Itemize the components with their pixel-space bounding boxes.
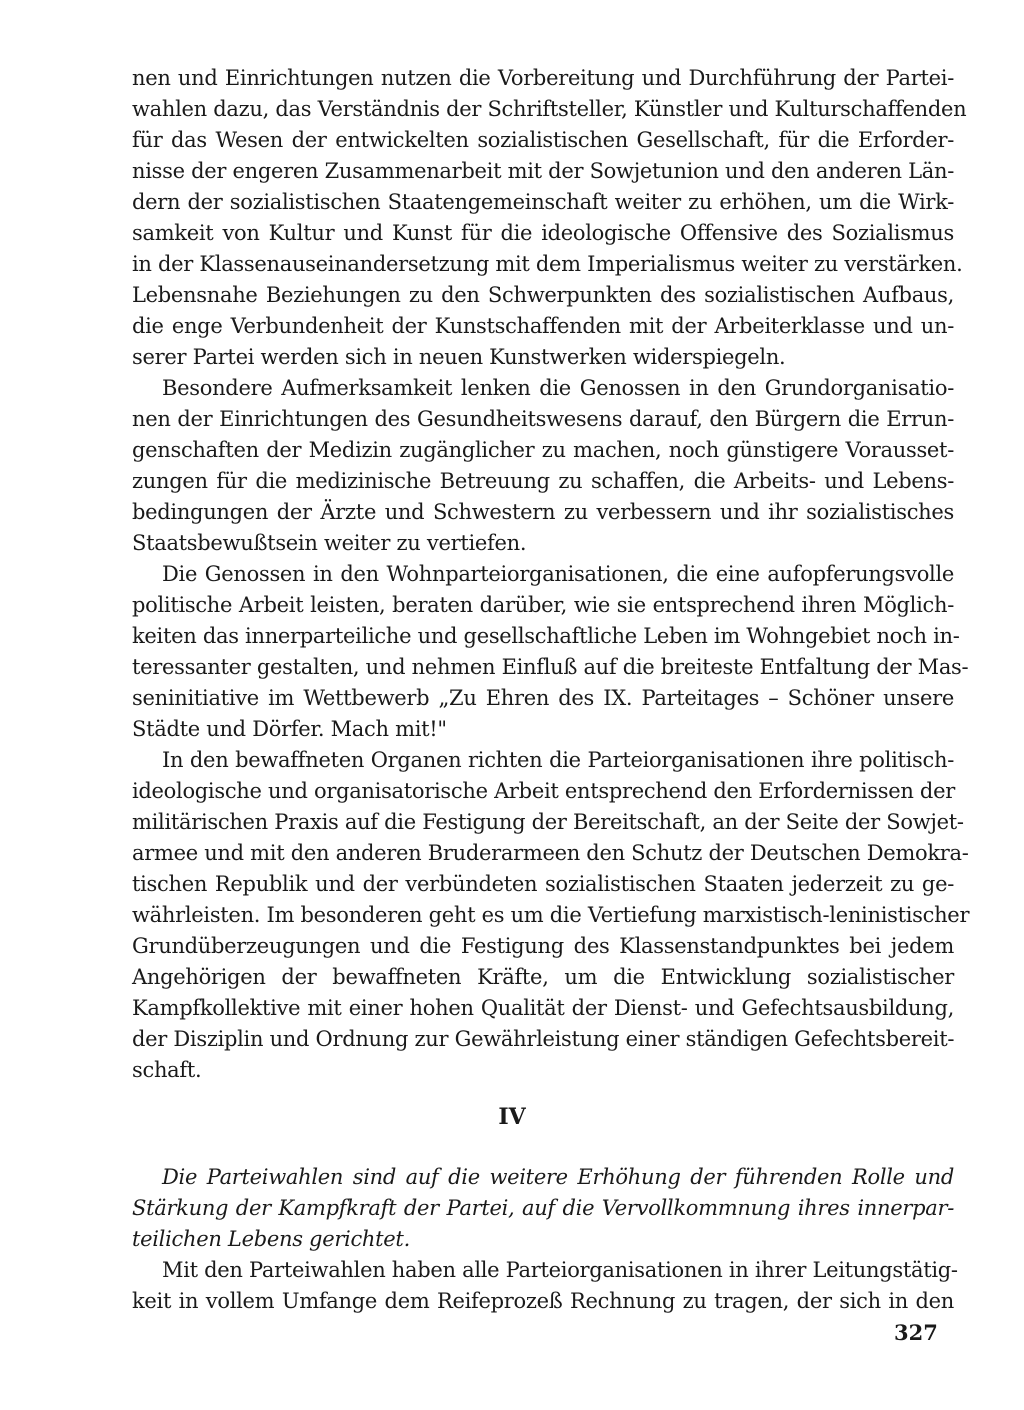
text-line: die enge Verbundenheit der Kunstschaffenden mit der Arbeiterklasse und un- <box>132 314 954 338</box>
text-line: keiten das innerparteiliche und gesellschaftliche Leben im Wohngebiet noch in- <box>132 624 960 648</box>
text-line: teressanter gestalten, und nehmen Einfluß auf die breiteste Entfaltung der Mas- <box>132 655 969 679</box>
section-heading: IV <box>498 1104 526 1130</box>
text-line: der Disziplin und Ordnung zur Gewährleistung einer ständigen Gefechtsbereit- <box>132 1027 955 1051</box>
text-line: genschaften der Medizin zugänglicher zu machen, noch günstigere Vorausset- <box>132 438 954 462</box>
text-line: Stärkung der Kampfkraft der Partei, auf die Vervollkommnung ihres innerpar- <box>132 1196 954 1220</box>
text-line: Städte und Dörfer. Mach mit!" <box>132 717 447 741</box>
text-line: Besondere Aufmerksamkeit lenken die Genossen in den Grundorganisatio- <box>162 376 954 400</box>
text-line: in der Klassenauseinandersetzung mit dem Imperialismus weiter zu verstärken. <box>132 252 963 276</box>
text-line: nen und Einrichtungen nutzen die Vorbereitung und Durchführung der Partei- <box>132 66 954 90</box>
text-line: keit in vollem Umfange dem Reifeprozeß Rechnung zu tragen, der sich in den <box>132 1289 954 1313</box>
text-line: ideologische und organisatorische Arbeit entsprechend den Erfordernissen der <box>132 779 955 803</box>
text-line: nen der Einrichtungen des Gesundheitswesens darauf, den Bürgern die Errun- <box>132 407 954 431</box>
text-line: Die Genossen in den Wohnparteiorganisationen, die eine aufopferungsvolle <box>162 562 954 586</box>
text-line: nisse der engeren Zusammenarbeit mit der Sowjetunion und den anderen Län- <box>132 159 954 183</box>
page-number: 327 <box>894 1320 938 1345</box>
text-line: für das Wesen der entwickelten sozialistischen Gesellschaft, für die Erforder- <box>132 128 954 152</box>
text-line: teilichen Lebens gerichtet. <box>132 1227 410 1251</box>
text-line: samkeit von Kultur und Kunst für die ideologische Offensive des Sozialismus <box>132 221 954 245</box>
text-line: Angehörigen der bewaffneten Kräfte, um die Entwicklung sozialistischer <box>132 965 954 989</box>
text-line: armee und mit den anderen Bruderarmeen den Schutz der Deutschen Demokra- <box>132 841 969 865</box>
text-line: politische Arbeit leisten, beraten darüber, wie sie entsprechend ihren Möglich- <box>132 593 954 617</box>
text-line: Lebensnahe Beziehungen zu den Schwerpunkten des sozialistischen Aufbaus, <box>132 283 954 307</box>
text-line: schaft. <box>132 1058 202 1082</box>
text-line: serer Partei werden sich in neuen Kunstwerken widerspiegeln. <box>132 345 786 369</box>
text-line: tischen Republik und der verbündeten sozialistischen Staaten jederzeit zu ge- <box>132 872 954 896</box>
text-line: währleisten. Im besonderen geht es um die Vertiefung marxistisch-leninistischer <box>132 903 970 927</box>
text-line: In den bewaffneten Organen richten die Parteiorganisationen ihre politisch- <box>162 748 954 772</box>
text-line: dern der sozialistischen Staatengemeinschaft weiter zu erhöhen, um die Wirk- <box>132 190 954 214</box>
text-line: zungen für die medizinische Betreuung zu schaffen, die Arbeits- und Lebens- <box>132 469 954 493</box>
text-line: militärischen Praxis auf die Festigung der Bereitschaft, an der Seite der Sowjet- <box>132 810 964 834</box>
text-line: Kampfkollektive mit einer hohen Qualität der Dienst- und Gefechtsausbildung, <box>132 996 954 1020</box>
text-line: seninitiative im Wettbewerb „Zu Ehren des IX. Parteitages – Schöner unsere <box>132 686 954 710</box>
text-line: Mit den Parteiwahlen haben alle Parteiorganisationen in ihrer Leitungstätig- <box>162 1258 958 1282</box>
text-line: Die Parteiwahlen sind auf die weitere Erhöhung der führenden Rolle und <box>162 1165 954 1189</box>
text-line: bedingungen der Ärzte und Schwestern zu verbessern und ihr sozialistisches <box>132 500 954 524</box>
text-line: Grundüberzeugungen und die Festigung des Klassenstandpunktes bei jedem <box>132 934 954 958</box>
text-line: wahlen dazu, das Verständnis der Schriftsteller, Künstler und Kulturschaffenden <box>132 97 967 121</box>
text-line: Staatsbewußtsein weiter zu vertiefen. <box>132 531 527 555</box>
